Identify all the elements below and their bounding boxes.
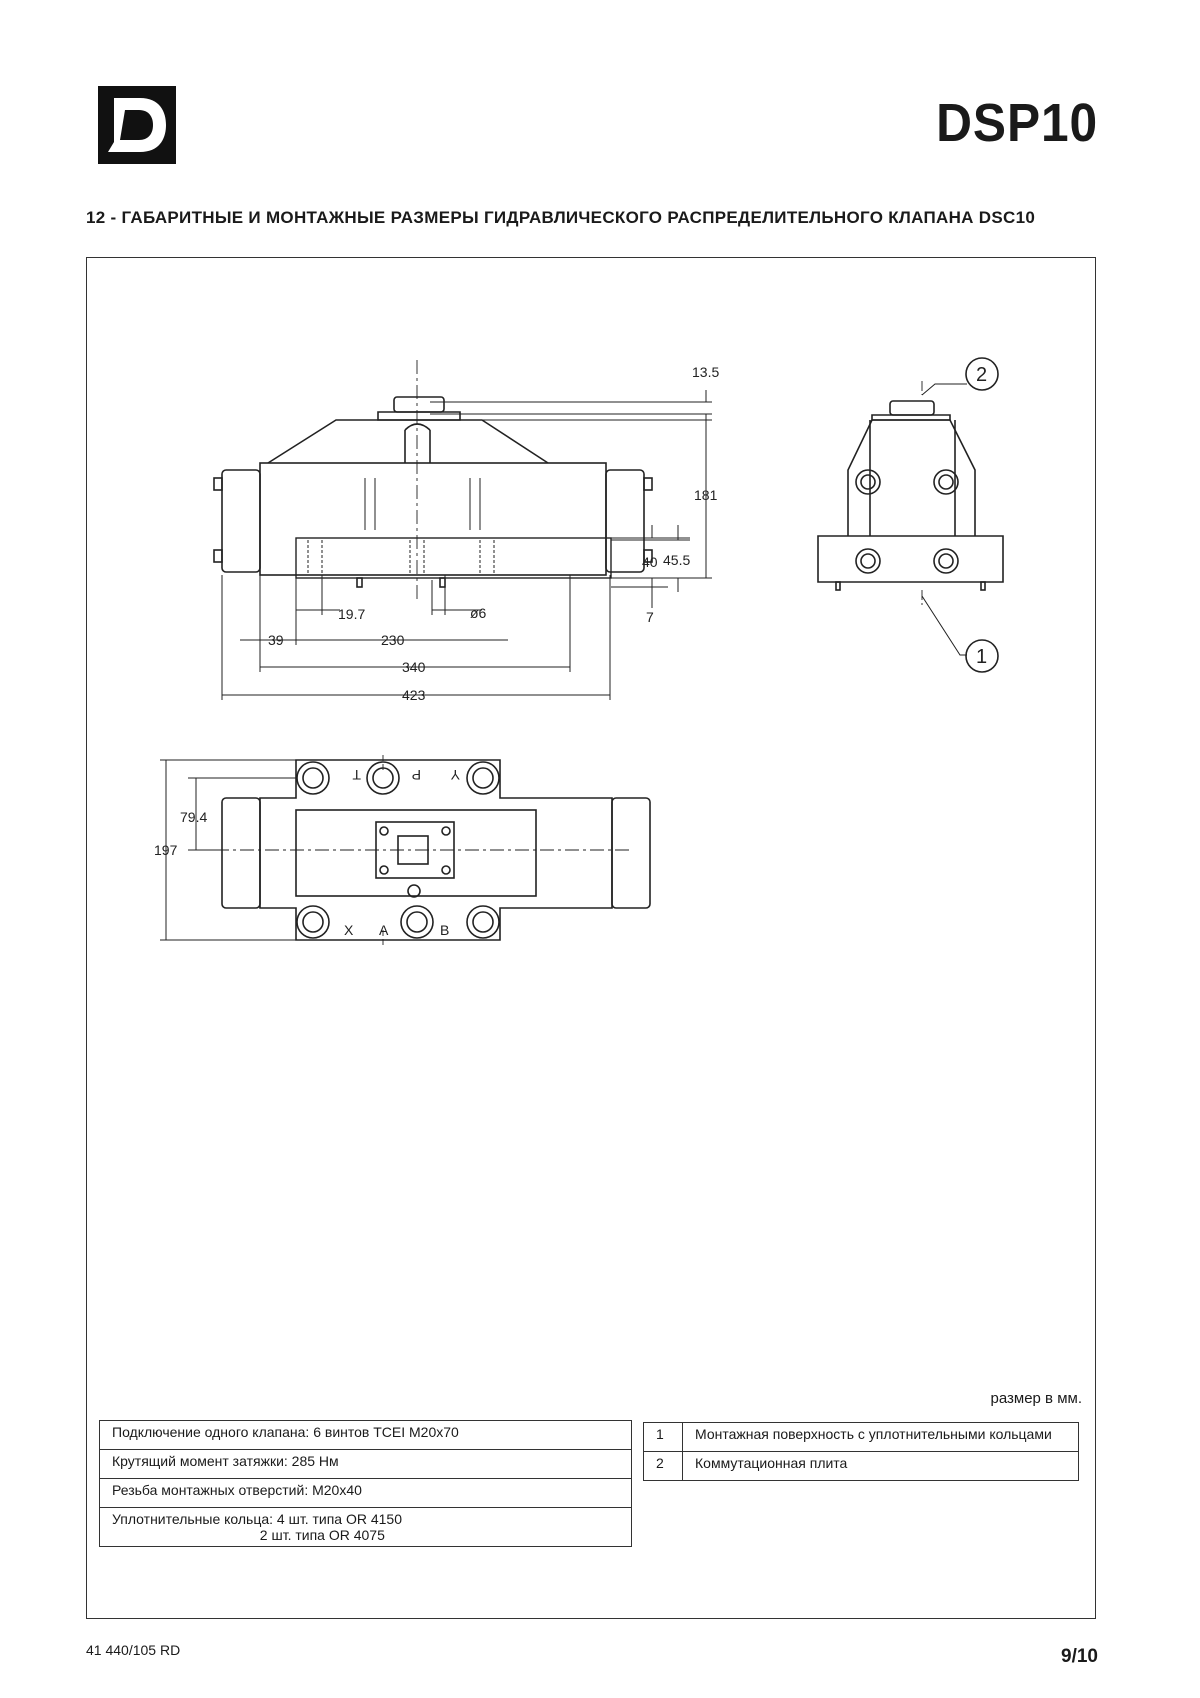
- legend-text: Коммутационная плита: [683, 1452, 1079, 1481]
- port-a: A: [379, 922, 389, 938]
- callout-1: 1: [976, 646, 988, 668]
- dim-230: 230: [381, 632, 405, 648]
- units-note: размер в мм.: [990, 1390, 1082, 1407]
- dim-423: 423: [402, 687, 426, 703]
- dim-79-4: 79.4: [180, 809, 208, 825]
- dim-13-5: 13.5: [692, 364, 720, 380]
- dim-7: 7: [646, 609, 654, 625]
- table-row: [644, 1423, 1079, 1452]
- dim-19-7: 19.7: [338, 606, 366, 622]
- dim-45-5: 45.5: [663, 552, 691, 568]
- legend-text: Монтажная поверхность с уплотнительными кольцами: [683, 1423, 1079, 1452]
- spec-cell: Резьба монтажных отверстий: M20x40: [100, 1479, 632, 1508]
- table-row: [644, 1452, 1079, 1481]
- legend-number: 2: [644, 1452, 683, 1481]
- legend-number: 1: [644, 1423, 683, 1452]
- table-row: [100, 1479, 632, 1508]
- section-title: 12 - ГАБАРИТНЫЕ И МОНТАЖНЫЕ РАЗМЕРЫ ГИДРАВЛИЧЕСКОГО РАСПРЕДЕЛИТЕЛЬНОГО КЛАПАНА DSC10: [86, 208, 1036, 227]
- table-row: [100, 1508, 632, 1547]
- side-view: [818, 358, 1003, 672]
- port-b: B: [440, 922, 450, 938]
- spec-cell: Крутящий момент затяжки: 285 Нм: [100, 1450, 632, 1479]
- table-row: [100, 1421, 632, 1450]
- dim-phi6: ø6: [470, 605, 487, 621]
- specs-table: [99, 1420, 632, 1547]
- port-x: X: [344, 922, 354, 938]
- spec-cell: Подключение одного клапана: 6 винтов TCEI M20x70: [100, 1421, 632, 1450]
- dim-340: 340: [402, 659, 426, 675]
- front-view: [214, 360, 652, 600]
- table-row: [100, 1450, 632, 1479]
- dim-197: 197: [154, 842, 178, 858]
- legend-table: [643, 1422, 1079, 1481]
- dim-181: 181: [694, 487, 718, 503]
- page-number: 9/10: [1061, 1646, 1098, 1667]
- dim-39: 39: [268, 632, 284, 648]
- port-y: Y: [450, 767, 460, 783]
- callout-2: 2: [976, 364, 988, 386]
- spec-cell: Уплотнительные кольца: 4 шт. типа OR 4150 2 шт. типа OR 4075: [100, 1508, 632, 1547]
- dim-40: 40: [642, 554, 658, 570]
- doc-code: 41 440/105 RD: [86, 1642, 181, 1658]
- model-title: DSP10: [935, 93, 1098, 153]
- port-t: T: [352, 767, 361, 783]
- port-p: P: [411, 767, 421, 783]
